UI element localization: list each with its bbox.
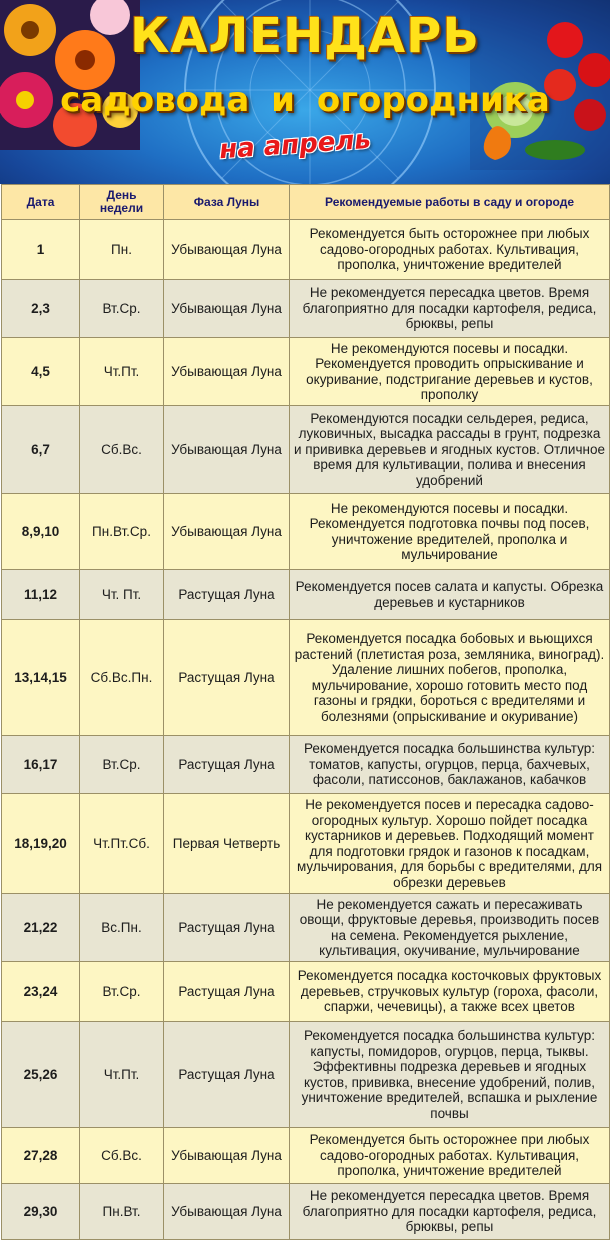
table-row [2,280,610,338]
header-banner [0,0,610,184]
works-cell: Рекомендуется быть осторожнее при любых садово-огородных работах. Культивация, прополка, уничтожение вредителей [290,220,610,280]
works-cell: Не рекомендуется пересадка цветов. Время благоприятно для посадки картофеля, редиса, брюквы, репы [290,1184,610,1240]
weekday-cell: Сб.Вс. [80,1128,164,1184]
weekday-cell: Вт.Ср. [80,962,164,1022]
weekday-cell: Чт.Пт. [80,1022,164,1128]
weekday-cell: Сб.Вс. [80,406,164,494]
date-cell: 25,26 [2,1022,80,1128]
moon-phase-cell: Убывающая Луна [164,1128,290,1184]
table-row [2,570,610,620]
date-cell: 6,7 [2,406,80,494]
date-cell: 11,12 [2,570,80,620]
moon-phase-cell: Убывающая Луна [164,406,290,494]
works-cell: Рекомендуется посадка большинства культур: томатов, капусты, огурцов, перца, бахчевых, фасоли, патиссонов, баклажанов, кабачков [290,736,610,794]
date-cell: 23,24 [2,962,80,1022]
moon-phase-cell: Первая Четверть [164,794,290,894]
moon-phase-cell: Растущая Луна [164,736,290,794]
works-cell: Рекомендуется посадка большинства культур: капусты, помидоров, огурцов, перца, тыквы. Эффективны подрезка деревьев и ягодных кустов, прививка, внесение удобрений, полив, уничтожение вредителей, вспашка и рыхление почвы [290,1022,610,1128]
weekday-cell: Вс.Пн. [80,894,164,962]
date-cell: 27,28 [2,1128,80,1184]
table-row [2,962,610,1022]
moon-phase-cell: Убывающая Луна [164,338,290,406]
works-cell: Не рекомендуется пересадка цветов. Время благоприятно для посадки картофеля, редиса, брюквы, репы [290,280,610,338]
weekday-cell: Чт.Пт.Сб. [80,794,164,894]
table-row [2,1022,610,1128]
column-header-moon-phase: Фаза Луны [164,185,290,220]
table-row [2,1184,610,1240]
moon-phase-cell: Убывающая Луна [164,1184,290,1240]
weekday-cell: Вт.Ср. [80,736,164,794]
table-row [2,338,610,406]
date-cell: 13,14,15 [2,620,80,736]
date-cell: 16,17 [2,736,80,794]
moon-phase-cell: Растущая Луна [164,962,290,1022]
date-cell: 21,22 [2,894,80,962]
column-header-recommended-works: Рекомендуемые работы в саду и огороде [290,185,610,220]
date-cell: 18,19,20 [2,794,80,894]
page-subtitle: садовода и огородника [60,80,550,120]
works-cell: Рекомендуются посадки сельдерея, редиса, луковичных, высадка рассады в грунт, подрезка и прививка деревьев и ягодных кустов. Отличное время для культивации, полива и внесения удобрений [290,406,610,494]
works-cell: Не рекомендуется посев и пересадка садово-огородных культур. Хорошо пойдет посадка кустарников и деревьев. Подходящий момент для подготовки грядок и газонов к посадкам, мульчирования, для борьбы с вредителями, для обрезки деревьев [290,794,610,894]
works-cell: Не рекомендуются посевы и посадки. Рекомендуется проводить опрыскивание и окуривание, подстригание деревьев и кустов, прополку [290,338,610,406]
page-title: КАЛЕНДАРЬ [130,8,480,64]
date-cell: 4,5 [2,338,80,406]
weekday-cell: Чт.Пт. [80,338,164,406]
table-row [2,736,610,794]
table-row [2,894,610,962]
weekday-cell: Чт. Пт. [80,570,164,620]
moon-phase-cell: Убывающая Луна [164,280,290,338]
works-cell: Рекомендуется быть осторожнее при любых садово-огородных работах. Культивация, прополка, уничтожение вредителей [290,1128,610,1184]
moon-phase-cell: Растущая Луна [164,570,290,620]
weekday-cell: Пн. [80,220,164,280]
weekday-cell: Пн.Вт.Ср. [80,494,164,570]
works-cell: Рекомендуется посадка косточковых фруктовых деревьев, стручковых культур (гороха, фасоли, спаржи, чечевицы), а также всех цветов [290,962,610,1022]
weekday-cell: Сб.Вс.Пн. [80,620,164,736]
moon-phase-cell: Растущая Луна [164,894,290,962]
table-row [2,794,610,894]
weekday-cell: Пн.Вт. [80,1184,164,1240]
calendar-table [1,184,610,1240]
works-cell: Не рекомендуются посевы и посадки. Рекомендуется подготовка почвы под посев, уничтожение вредителей, прополка и мульчирование [290,494,610,570]
table-row [2,406,610,494]
moon-phase-cell: Растущая Луна [164,620,290,736]
date-cell: 2,3 [2,280,80,338]
table-row [2,494,610,570]
table-header-row [2,185,610,220]
date-cell: 8,9,10 [2,494,80,570]
works-cell: Рекомендуется посев салата и капусты. Обрезка деревьев и кустарников [290,570,610,620]
column-header-weekday: День недели [80,185,164,220]
moon-phase-cell: Растущая Луна [164,1022,290,1128]
month-label: на апрель [218,124,372,166]
weekday-cell: Вт.Ср. [80,280,164,338]
table-row [2,620,610,736]
column-header-date: Дата [2,185,80,220]
date-cell: 29,30 [2,1184,80,1240]
moon-phase-cell: Убывающая Луна [164,220,290,280]
table-row [2,1128,610,1184]
date-cell: 1 [2,220,80,280]
table-row [2,220,610,280]
works-cell: Рекомендуется посадка бобовых и вьющихся растений (плетистая роза, земляника, виноград). Удаление лишних побегов, прополка, мульчирование, хорошо готовить место под газоны и грядки, бороться с вредителями и болезнями (опрыскивание и окуривание) [290,620,610,736]
works-cell: Не рекомендуется сажать и пересаживать овощи, фруктовые деревья, производить посев на семена. Рекомендуется рыхление, культивация, окучивание, мульчирование [290,894,610,962]
moon-phase-cell: Убывающая Луна [164,494,290,570]
